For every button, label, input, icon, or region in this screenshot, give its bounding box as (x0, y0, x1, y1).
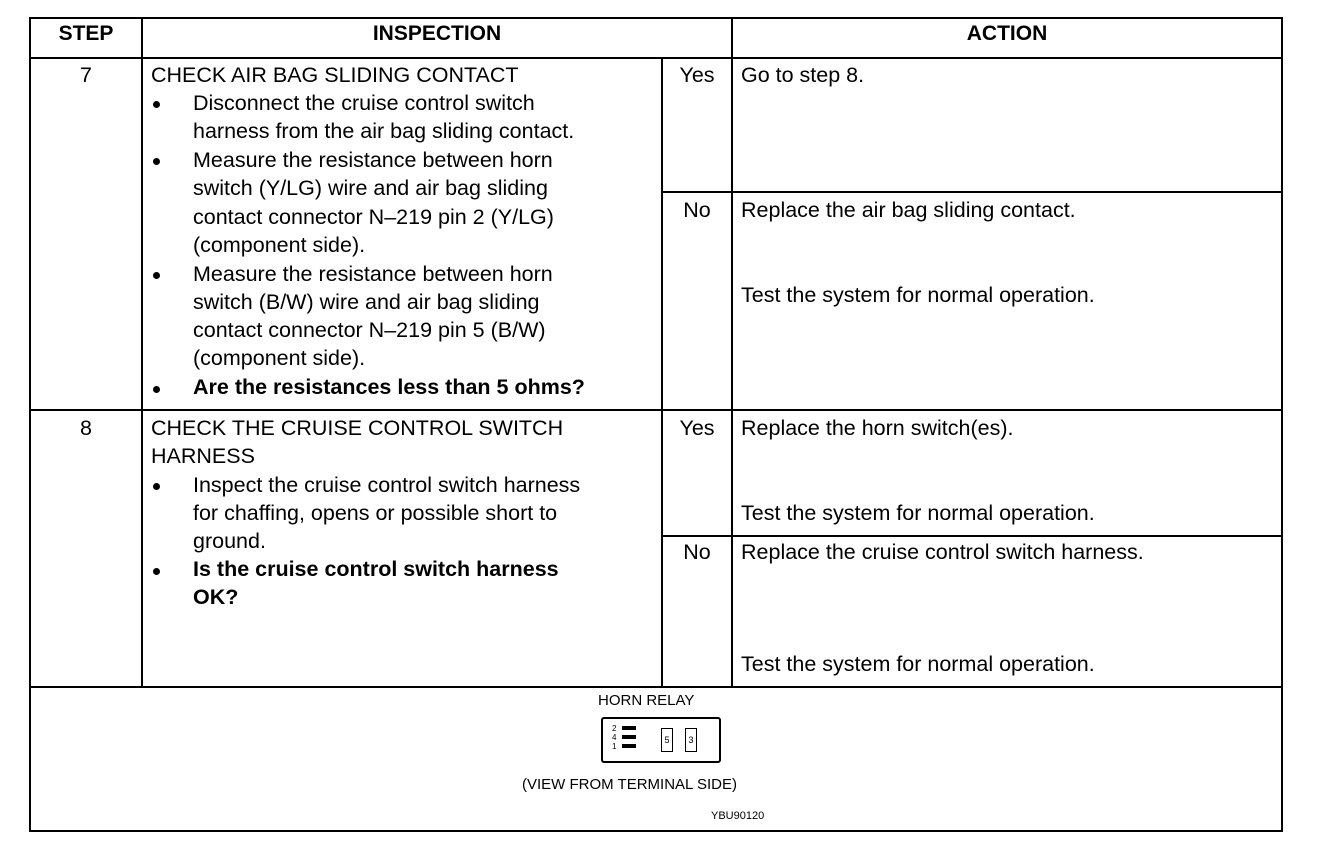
bullet (153, 272, 160, 279)
step7-yes-no-divider (661, 191, 1283, 193)
pin-label: 4 (612, 733, 617, 742)
inspection-text: Measure the resistance between horn (193, 148, 553, 172)
action-text: Test the system for normal operation. (741, 652, 1095, 676)
pin-label: 1 (612, 742, 617, 751)
inspection-question: OK? (193, 585, 239, 609)
inspection-text: (component side). (193, 233, 366, 257)
header-action: ACTION (966, 22, 1048, 45)
result-yes: Yes (679, 63, 715, 87)
result-yes: Yes (679, 416, 715, 440)
inspection-title: CHECK AIR BAG SLIDING CONTACT (151, 63, 519, 87)
step-column-divider (141, 17, 143, 687)
action-text: Replace the air bag sliding contact. (741, 198, 1076, 222)
action-text: Go to step 8. (741, 63, 865, 87)
inspection-text: Disconnect the cruise control switch (193, 91, 535, 115)
action-text: Replace the cruise control switch harness. (741, 540, 1144, 564)
result-no: No (683, 198, 711, 222)
connector-pin (622, 744, 636, 748)
terminal: 3 (685, 728, 697, 752)
connector-pin (622, 735, 636, 739)
inspection-question: Are the resistances less than 5 ohms? (193, 375, 585, 399)
bullet (153, 158, 160, 165)
bullet (153, 568, 160, 575)
figure-title: HORN RELAY (598, 692, 695, 709)
action-text: Test the system for normal operation. (741, 283, 1095, 307)
result-no: No (683, 540, 711, 564)
inspection-title: CHECK THE CRUISE CONTROL SWITCH (151, 416, 564, 440)
step-number: 8 (80, 416, 92, 440)
figure-divider (29, 686, 1283, 688)
terminal: 5 (661, 728, 673, 752)
inspection-title: HARNESS (151, 444, 255, 468)
inspection-text: (component side). (193, 346, 366, 370)
inspection-text: switch (Y/LG) wire and air bag sliding (193, 176, 548, 200)
step8-yes-no-divider (661, 535, 1283, 537)
bullet (153, 386, 160, 393)
bullet (153, 483, 160, 490)
figure-caption: (VIEW FROM TERMINAL SIDE) (522, 776, 738, 793)
inspection-question: Is the cruise control switch harness (193, 557, 559, 581)
horn-relay-connector (601, 717, 721, 763)
inspection-text: switch (B/W) wire and air bag sliding (193, 290, 540, 314)
result-column-divider (661, 57, 663, 687)
figure-code: YBU90120 (711, 810, 765, 822)
connector-pin (622, 726, 636, 730)
header-divider (29, 57, 1283, 59)
inspection-text: for chaffing, opens or possible short to (193, 501, 558, 525)
pin-label: 2 (612, 724, 617, 733)
action-text: Replace the horn switch(es). (741, 416, 1014, 440)
inspection-text: contact connector N–219 pin 5 (B/W) (193, 318, 546, 342)
step-number: 7 (80, 63, 92, 87)
header-inspection: INSPECTION (372, 22, 502, 45)
inspection-text: ground. (193, 529, 266, 553)
bullet (153, 101, 160, 108)
action-text: Test the system for normal operation. (741, 501, 1095, 525)
row-divider (29, 409, 1283, 411)
header-step: STEP (58, 22, 114, 45)
inspection-text: Measure the resistance between horn (193, 262, 553, 286)
inspection-text: harness from the air bag sliding contact. (193, 119, 575, 143)
inspection-text: contact connector N–219 pin 2 (Y/LG) (193, 205, 554, 229)
inspection-text: Inspect the cruise control switch harness (193, 473, 581, 497)
action-column-divider (731, 17, 733, 687)
